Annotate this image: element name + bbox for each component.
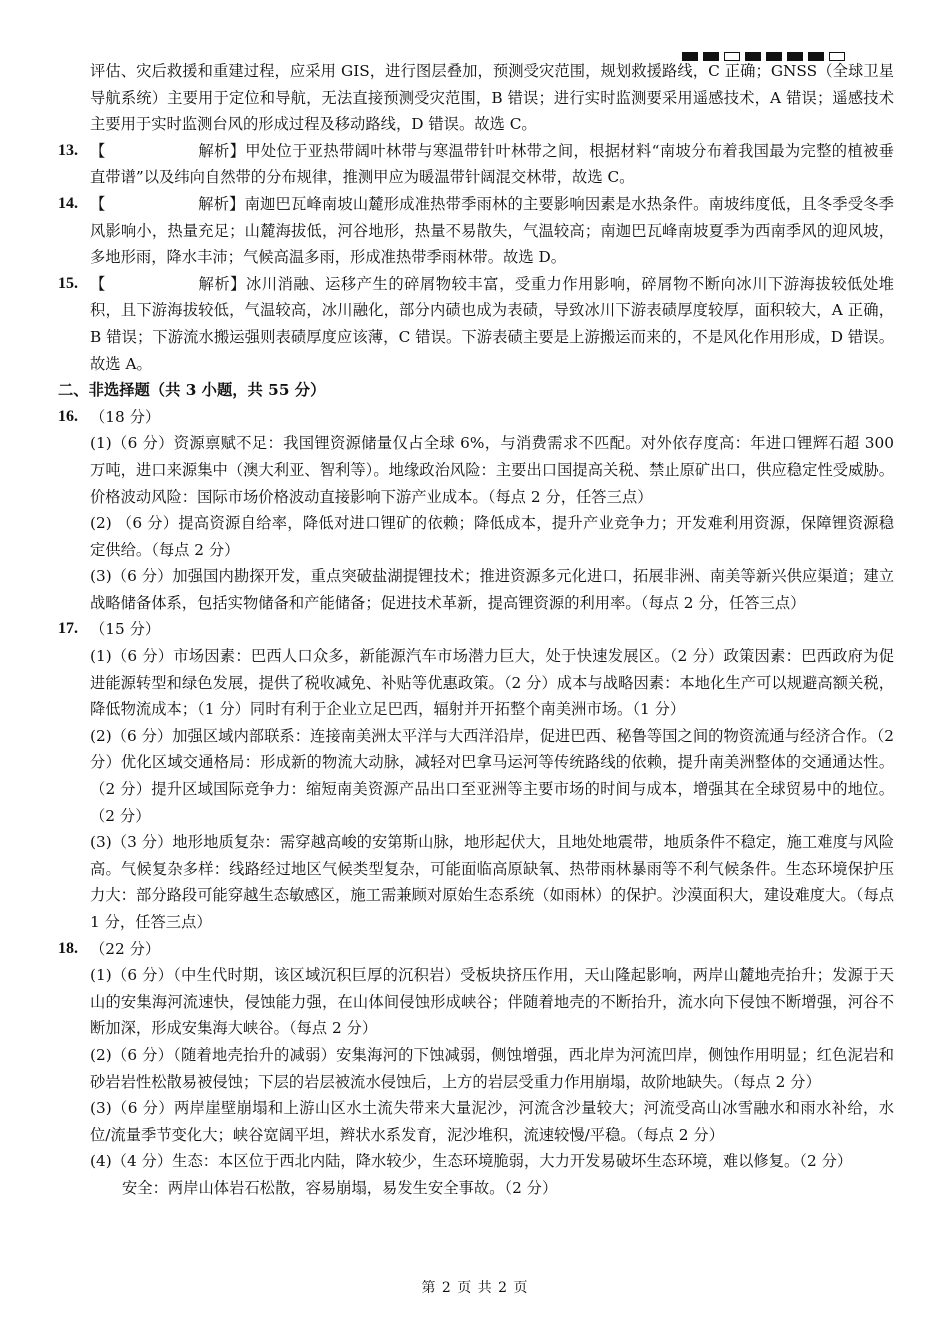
question-number: 15. [58,274,78,292]
bracket-open: 【 [90,274,106,293]
question-number: 17. [58,620,78,638]
answer-item-extra: 安全：两岸山体岩石松散，容易崩塌，易发生安全事故。（2 分） [122,1178,558,1197]
question-number: 16. [58,407,78,425]
answer-item: (2)（6 分）（随着地壳抬升的减弱）安集海河的下蚀减弱，侧蚀增强，西北岸为河流凹岸，侧蚀作用明显；红色泥岩和砂岩岩性松散易被侵蚀；下层的岩层被流水侵蚀后，上方的岩层受重力作用崩塌，故阶地缺失。（每点 2 分） [90,1045,894,1091]
bracket-open: 【 [90,141,106,160]
answer-item: (3)（6 分）加强国内勘探开发，重点突破盐湖提锂技术；推进资源多元化进口，拓展非洲、南美等新兴供应渠道；建立战略储备体系，包括实物储备和产能储备；促进技术革新，提高锂资源的利用率。（每点 2 分，任答三点） [90,567,894,612]
analysis-label: 解析】 [198,141,246,160]
analysis-text: 南迦巴瓦峰南坡山麓形成准热带季雨林的主要影响因素是水热条件。南坡纬度低，且冬季受冬季风影响小，热量充足；山麓海拔低，河谷地形，热量不易散失，气温较高；南迦巴瓦峰南坡夏季为西南季风的迎风坡，多地形雨，降水丰沛；气候高温多雨，形成准热带季雨林带。故选 D。 [90,194,894,267]
question-16 [58,404,894,431]
question-number: 14. [58,194,78,212]
answer-item: (1)（6 分）（中生代时期，该区域沉积巨厚的沉积岩）受板块挤压作用，天山隆起影响，两岸山麓地壳抬升；发源于天山的安集海河流速快，侵蚀能力强，在山体间侵蚀形成峡谷；伴随着地壳的不断抬升，流水向下侵蚀不断增强，河谷不断加深，形成安集海大峡谷。（每点 2 分） [90,966,894,1038]
section-heading: 二、非选择题（共 3 小题，共 55 分） [58,381,326,400]
question-score: （15 分） [90,620,161,639]
question-number: 18. [58,939,78,957]
question-number: 13. [58,141,78,159]
answer-item: (3)（3 分）地形地质复杂：需穿越高峻的安第斯山脉，地形起伏大，且地处地震带，地质条件不稳定，施工难度与风险高。气候复杂多样：线路经过地区气候类型复杂，可能面临高原缺氧、热带雨林暴雨等不利气候条件。生态环境保护压力大：部分路段可能穿越生态敏感区，施工需兼顾对原始生态系统（如雨林）的保护。沙漠面积大，建设难度大。（每点 1 分，任答三点） [90,833,894,931]
bracket-open: 【 [90,194,106,213]
analysis-text: 冰川消融、运移产生的碎屑物较丰富，受重力作用影响，碎屑物不断向冰川下游海拔较低处堆积，且下游海拔较低，气温较高，冰川融化，部分内碛也成为表碛，导致冰川下游表碛厚度较厚，面积较大，A 正确，B 错误；下游流水搬运强则表碛厚度应该薄，C 错误。下游表碛主要是上游搬运而来的，不是风化作用形成，D 错误。故选 A。 [90,274,894,373]
question-17 [58,616,894,643]
answer-item: (3)（6 分）两岸崖壁崩塌和上游山区水土流失带来大量泥沙，河流含沙量较大；河流受高山冰雪融水和雨水补给，水位/流量季节变化大；峡谷宽阔平坦，辫状水系发育，泥沙堆积，流速较慢/平稳。（每点 2 分） [90,1099,894,1144]
question-15 [58,271,894,377]
question-score: （18 分） [90,407,161,426]
answer-content [58,58,894,1202]
answer-item: (1)（6 分）资源禀赋不足：我国锂资源储量仅占全球 6%，与消费需求不匹配。对外依存度高：年进口锂辉石超 300 万吨，进口来源集中（澳大利亚、智利等）。地缘政治风险：主要出口国提高关税、禁止原矿出口，供应稳定性受威胁。价格波动风险：国际市场价格波动直接影响下游产业成本。（每点 2 分，任答三点） [90,434,894,506]
analysis-label: 解析】 [198,194,245,213]
page-footer: 第 2 页 共 2 页 [421,1280,529,1296]
answer-item: (4)（4 分）生态：本区位于西北内陆，降水较少，生态环境脆弱，大力开发易破坏生态环境，难以修复。（2 分） [90,1152,853,1171]
q12-continuation: 评估、灾后救援和重建过程，应采用 GIS，进行图层叠加，预测受灾范围，规划救援路线，C 正确；GNSS（全球卫星导航系统）主要用于定位和导航，无法直接预测受灾范围，B 错误；进行实时监测要采用遥感技术，A 错误；遥感技术主要用于实时监测台风的形成过程及移动路线，D 错误。故选 C。 [90,62,894,134]
question-14 [58,191,894,271]
question-score: （22 分） [90,939,161,958]
question-13 [58,138,894,191]
analysis-text: 甲处位于亚热带阔叶林带与寒温带针叶林带之间，根据材料“南坡分布着我国最为完整的植被垂直带谱”以及纬向自然带的分布规律，推测甲应为暖温带针阔混交林带，故选 C。 [90,141,894,187]
answer-item: (2)（6 分）加强区域内部联系：连接南美洲太平洋与大西洋沿岸，促进巴西、秘鲁等国之间的物资流通与经济合作。（2 分）优化区域交通格局：形成新的物流大动脉，减轻对巴拿马运河等传统路线的依赖，提升南美洲整体的交通通达性。（2 分）提升区域国际竞争力：缩短南美资源产品出口至亚洲等主要市场的时间与成本，增强其在全球贸易中的地位。（2 分） [90,726,894,825]
answer-item: (2) （6 分）提高资源自给率，降低对进口锂矿的依赖；降低成本，提升产业竞争力；开发难利用资源，保障锂资源稳定供给。（每点 2 分） [90,514,894,559]
question-18 [58,936,894,963]
analysis-label: 解析】 [198,274,246,293]
answer-item: (1)（6 分）市场因素：巴西人口众多，新能源汽车市场潜力巨大，处于快速发展区。（2 分）政策因素：巴西政府为促进能源转型和绿色发展，提供了税收减免、补贴等优惠政策。（2 分）成本与战略因素：本地化生产可以规避高额关税，降低物流成本；（1 分）同时有利于企业立足巴西，辐射并开拓整个南美洲市场。（1 分） [90,647,894,719]
